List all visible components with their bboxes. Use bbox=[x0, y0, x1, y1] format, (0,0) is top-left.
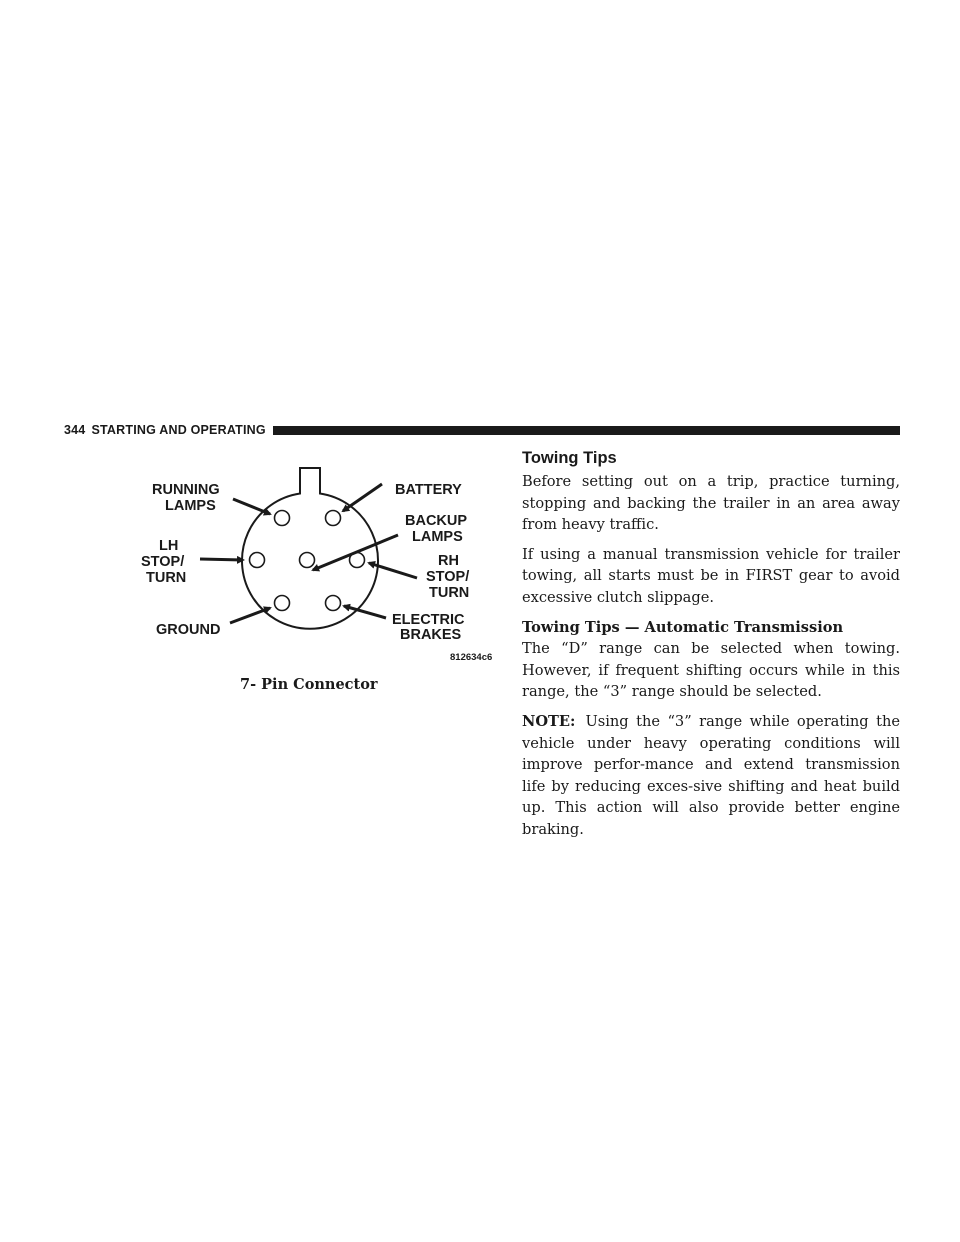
pin-battery bbox=[326, 511, 341, 526]
subheading-automatic: Towing Tips — Automatic Transmission bbox=[522, 618, 844, 636]
paragraph-manual-transmission: If using a manual transmission vehicle for trailer towing, all starts must be in FIRST gear to avoid excessive clutch slippage. bbox=[522, 545, 900, 606]
connector-diagram-svg bbox=[130, 462, 500, 672]
pin-ground bbox=[275, 596, 290, 611]
section-heading: Towing Tips bbox=[522, 449, 617, 467]
pin-center-backup bbox=[300, 553, 315, 568]
arrow-ground bbox=[230, 608, 270, 623]
arrow-lh-stop-turn bbox=[200, 559, 243, 560]
arrow-running-lamps bbox=[233, 499, 270, 514]
note-label: NOTE: bbox=[522, 712, 576, 730]
label-running-lamps: LAMPS bbox=[165, 498, 216, 514]
label-lh-stop: STOP/ bbox=[141, 554, 185, 570]
label-backup-lamps: LAMPS bbox=[412, 529, 463, 545]
label-lh: LH bbox=[159, 538, 179, 554]
arrow-battery bbox=[343, 484, 382, 511]
arrow-backup-lamps bbox=[313, 535, 398, 570]
label-electric-brakes: BRAKES bbox=[400, 627, 462, 643]
text-column bbox=[522, 449, 900, 849]
label-lh-turn: TURN bbox=[146, 570, 187, 586]
pin-electric-brakes bbox=[326, 596, 341, 611]
connector-housing bbox=[242, 468, 378, 629]
page-header bbox=[64, 421, 900, 439]
label-rh-turn: TURN bbox=[429, 585, 470, 601]
paragraph-practice: Before setting out on a trip, practice turning, stopping and backing the trailer in an area away from heavy traffic. bbox=[522, 473, 900, 534]
header-page-number: 344 bbox=[64, 423, 86, 437]
figure-caption: 7- Pin Connector bbox=[240, 676, 378, 693]
label-backup: BACKUP bbox=[405, 513, 468, 529]
label-battery: BATTERY bbox=[395, 482, 462, 498]
label-running: RUNNING bbox=[152, 482, 220, 498]
label-electric: ELECTRIC bbox=[392, 612, 465, 628]
note-paragraph bbox=[522, 711, 900, 841]
label-rh: RH bbox=[438, 553, 459, 569]
figure-image-code: 812634c6 bbox=[450, 652, 493, 663]
pin-running-lamps bbox=[275, 511, 290, 526]
label-rh-stop: STOP/ bbox=[426, 569, 470, 585]
label-ground: GROUND bbox=[156, 622, 221, 638]
header-section-title: STARTING AND OPERATING bbox=[91, 423, 266, 437]
note-text: Using the “3” range while operating the vehicle under heavy operating conditions will improve perfor-mance and extend transmission life by reducing exces-sive shifting and heat build up. This action will also provide better engine braking. bbox=[522, 712, 900, 838]
connector-diagram bbox=[130, 462, 500, 672]
paragraph-d-range: The “D” range can be selected when towing. However, if frequent shifting occurs while in this range, the “3” range should be selected. bbox=[522, 640, 900, 701]
header-rule bbox=[273, 426, 900, 435]
pin-lh-stop-turn bbox=[250, 553, 265, 568]
